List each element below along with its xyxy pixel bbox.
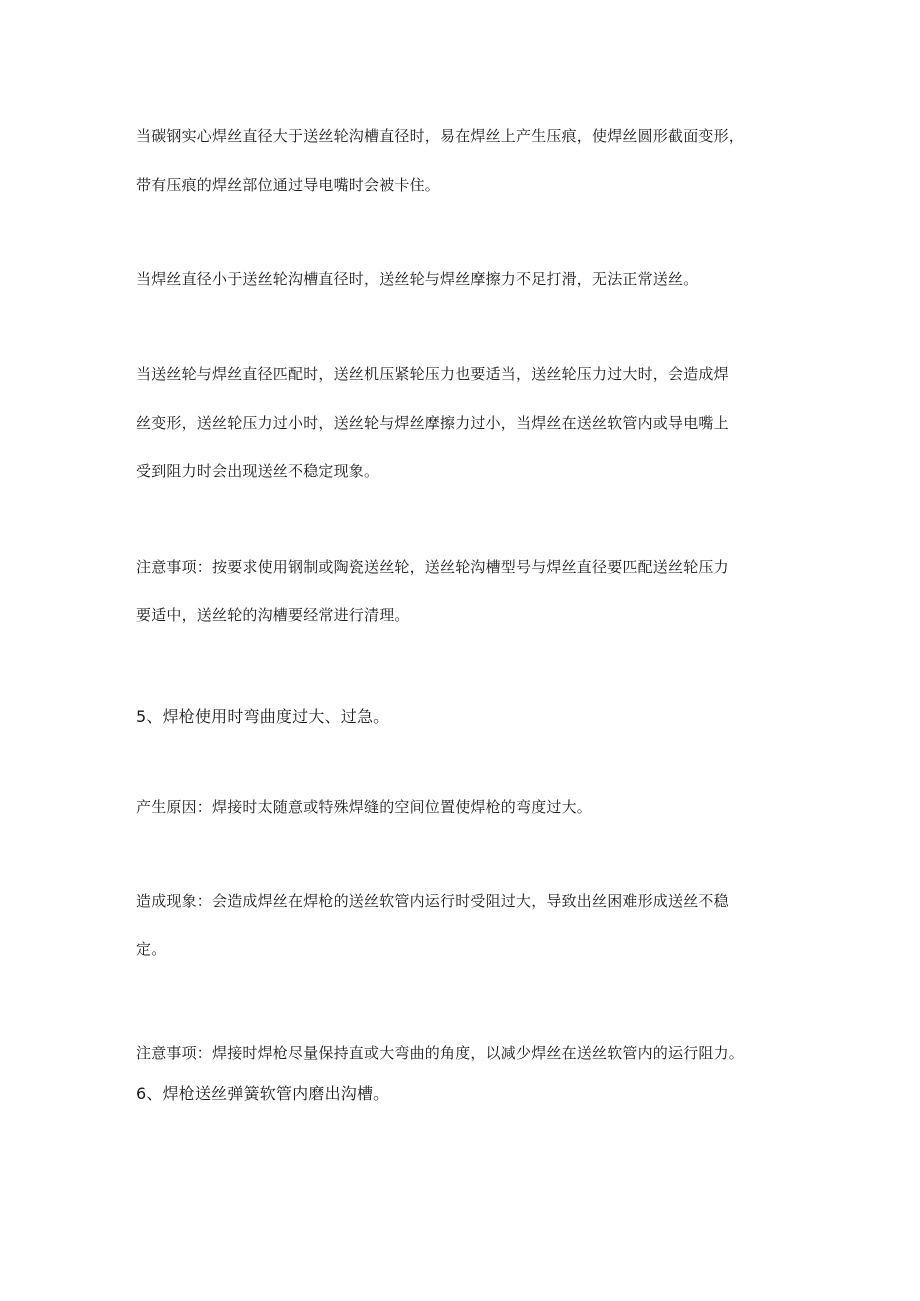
paragraph-4-line-1: 注意事项：按要求使用钢制或陶瓷送丝轮，送丝轮沟槽型号与焊丝直径要匹配送丝轮压力 bbox=[136, 558, 729, 576]
paragraph-7-line-1: 注意事项：焊接时焊枪尽量保持直或大弯曲的角度，以减少焊丝在送丝软管内的运行阻力。 bbox=[136, 1044, 745, 1062]
section-heading-5: 5、焊枪使用时弯曲度过大、过急。 bbox=[136, 707, 390, 726]
paragraph-2-line-1: 当焊丝直径小于送丝轮沟槽直径时，送丝轮与焊丝摩擦力不足打滑，无法正常送丝。 bbox=[136, 270, 699, 288]
paragraph-1-line-2: 带有压痕的焊丝部位通过导电嘴时会被卡住。 bbox=[136, 176, 441, 194]
paragraph-3-line-2: 丝变形，送丝轮压力过小时，送丝轮与焊丝摩擦力过小，当焊丝在送丝软管内或导电嘴上 bbox=[136, 414, 729, 432]
paragraph-6-line-1: 造成现象：会造成焊丝在焊枪的送丝软管内运行时受阻过大，导致出丝困难形成送丝不稳 bbox=[136, 892, 729, 910]
paragraph-5-line-1: 产生原因：焊接时太随意或特殊焊缝的空间位置使焊枪的弯度过大。 bbox=[136, 798, 593, 816]
paragraph-1-line-1: 当碳钢实心焊丝直径大于送丝轮沟槽直径时，易在焊丝上产生压痕，使焊丝圆形截面变形， bbox=[136, 127, 745, 145]
paragraph-3-line-3: 受到阻力时会出现送丝不稳定现象。 bbox=[136, 462, 380, 480]
paragraph-4-line-2: 要适中，送丝轮的沟槽要经常进行清理。 bbox=[136, 606, 410, 624]
section-heading-6: 6、焊枪送丝弹簧软管内磨出沟槽。 bbox=[136, 1084, 390, 1103]
paragraph-6-line-2: 定。 bbox=[136, 940, 167, 958]
paragraph-3-line-1: 当送丝轮与焊丝直径匹配时，送丝机压紧轮压力也要适当，送丝轮压力过大时，会造成焊 bbox=[136, 365, 729, 383]
